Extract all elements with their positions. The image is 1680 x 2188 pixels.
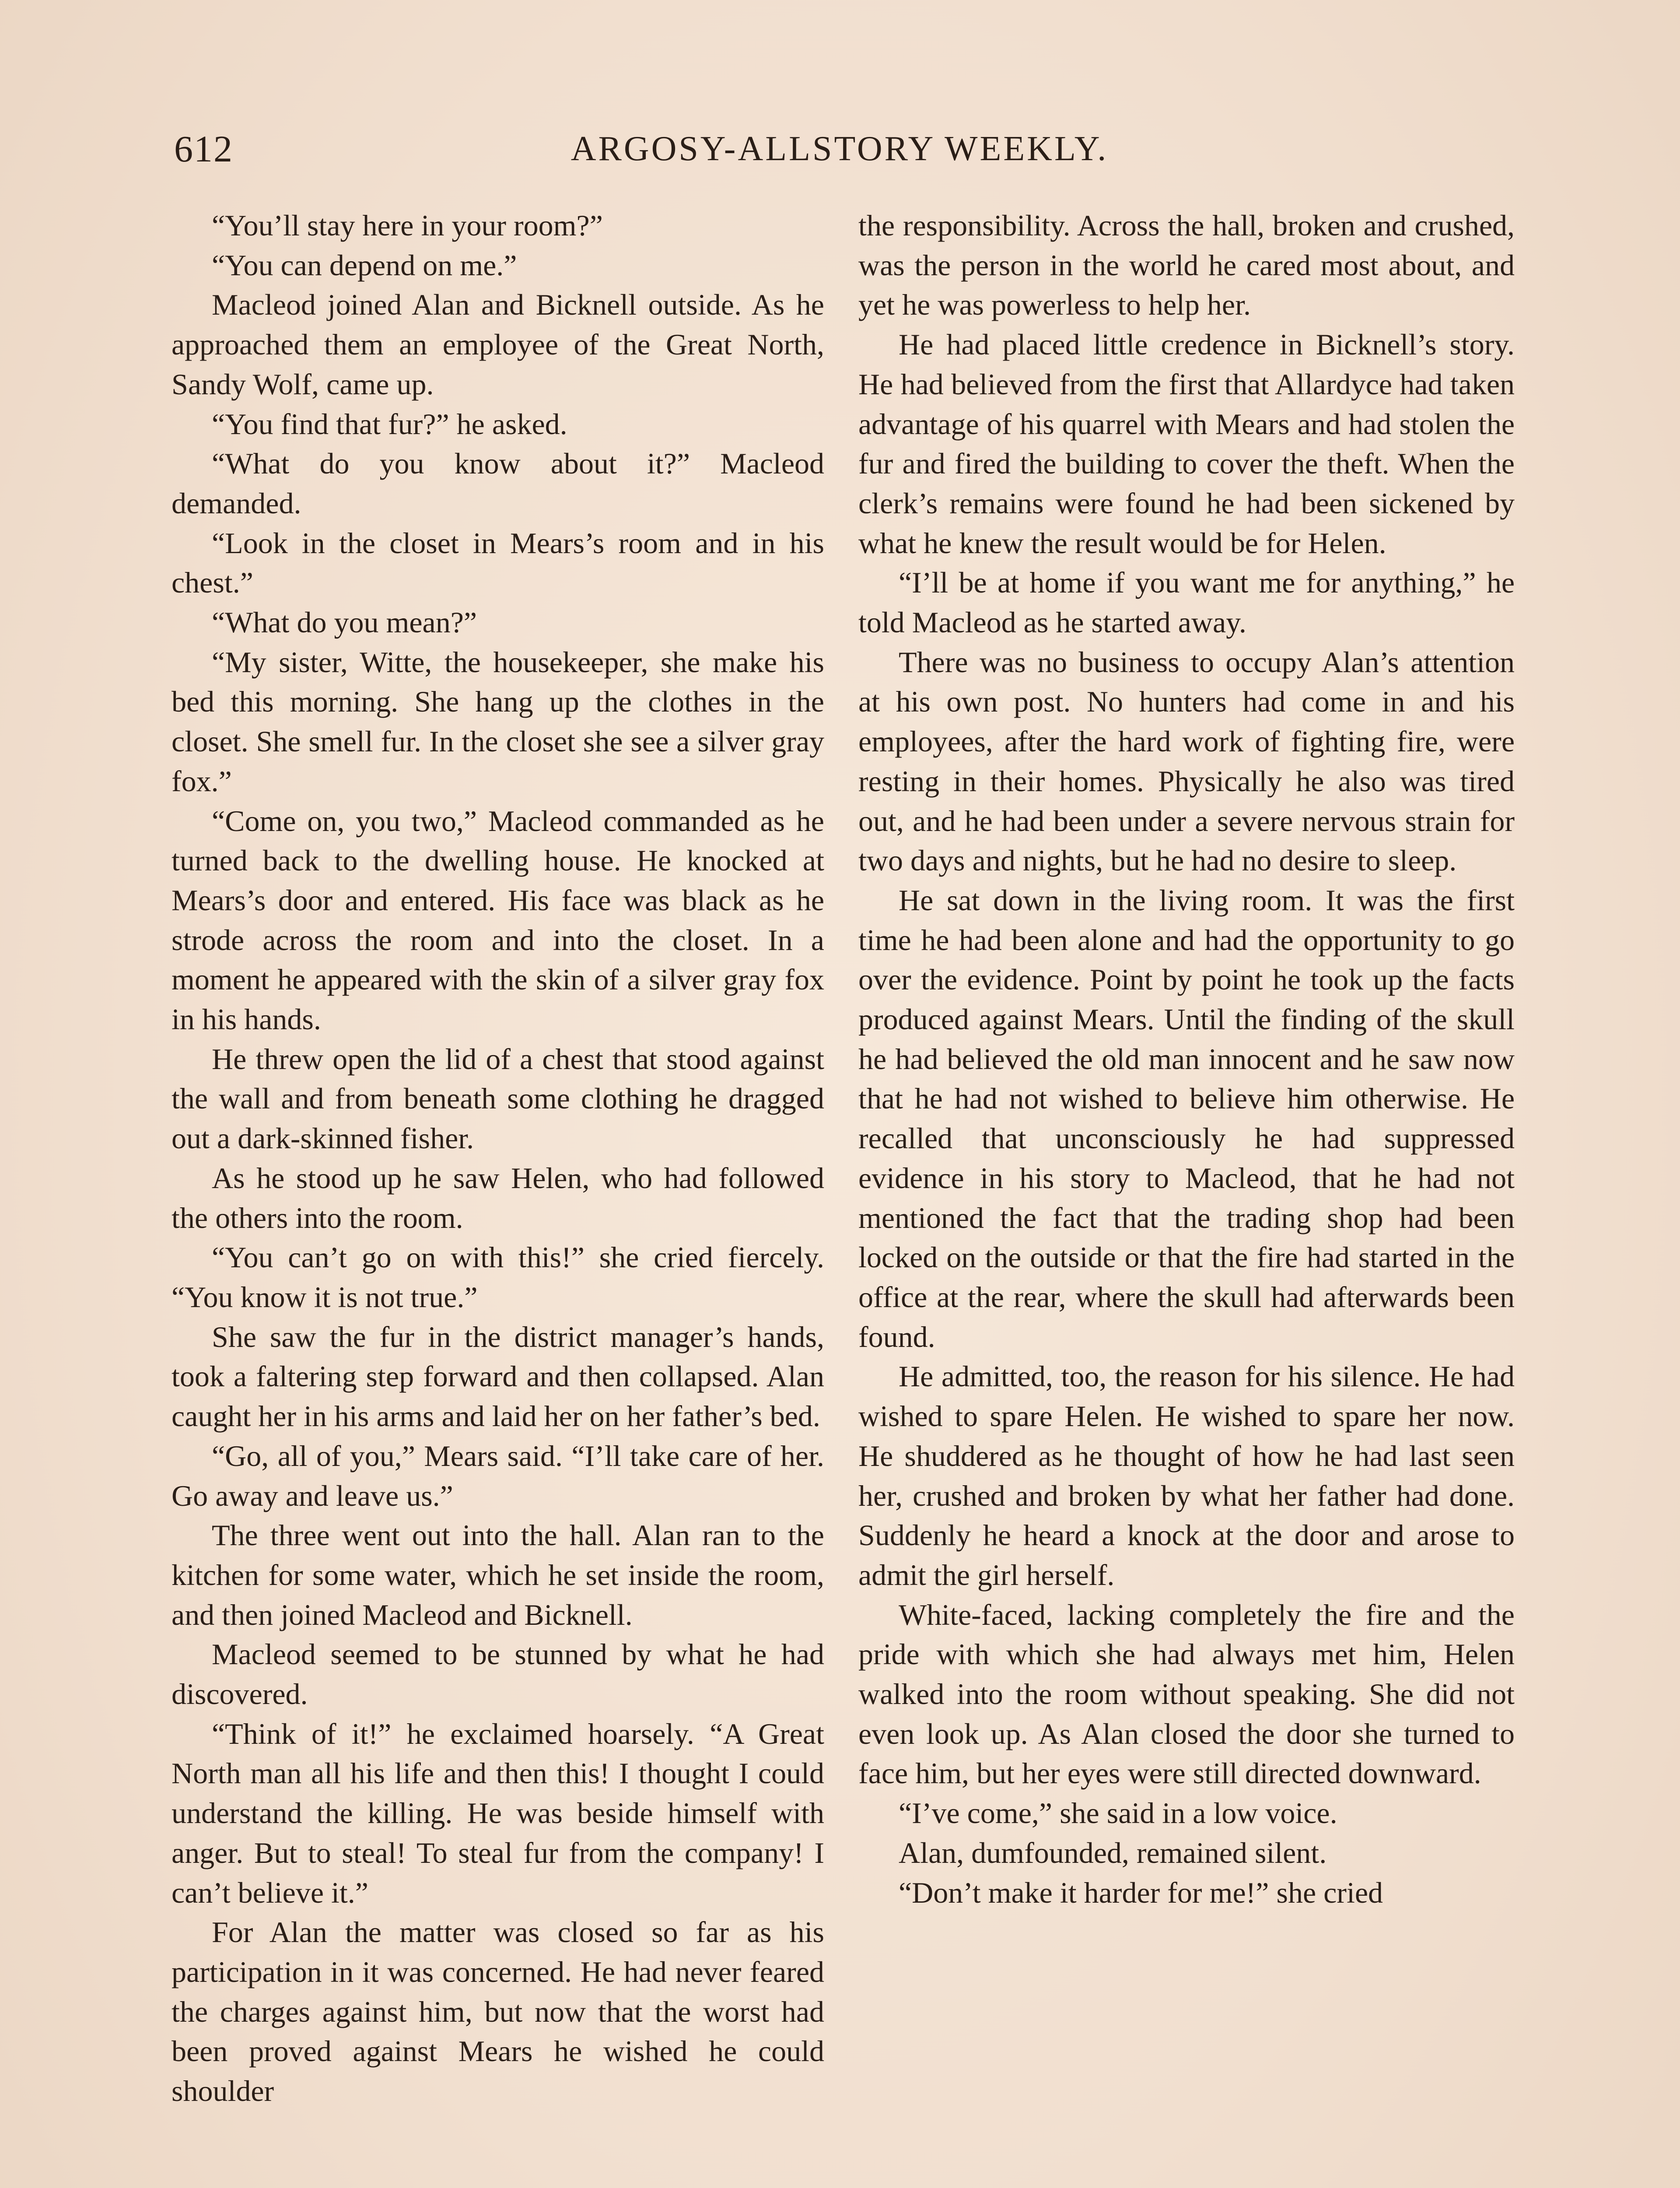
paragraph: He sat down in the living room. It was the first time he had been alone and had the opportunity to go over the evidence. Point by point he took up the facts produced against Mears. Until the finding of the skull he had believed the old man innocent and he saw now that he had not wished to believe him otherwise. He recalled that unconsciously he had suppressed evidence in his story to Macleod, that he had not mentioned the fact that the trading shop had been locked on the outside or that the fire had started in the office at the rear, where the skull had afterwards been found. — [858, 883, 1515, 1353]
paragraph: He had placed little credence in Bicknell’s story. He had believed from the first that Allardyce had taken advantage of his quarrel with Mears and had stolen the fur and fired the building to cover the theft. When the clerk’s remains were found he had been sickened by what he knew the result would be for Helen. — [858, 328, 1515, 560]
paragraph: Macleod seemed to be stunned by what he had discovered. — [172, 1637, 824, 1711]
page-header — [174, 125, 1505, 173]
paragraph: Macleod joined Alan and Bicknell outside. As he approached them an employee of the Great North, Sandy Wolf, came up. — [172, 288, 824, 401]
paragraph: She saw the fur in the district manager’s hands, took a faltering step forward and then collapsed. Alan caught her in his arms and laid her on her father’s bed. — [172, 1320, 824, 1433]
paragraph: He threw open the lid of a chest that stood against the wall and from beneath some clothing he dragged out a dark-skinned fisher. — [172, 1042, 824, 1155]
running-title: ARGOSY-ALLSTORY WEEKLY. — [570, 130, 1109, 168]
paragraph: “I’ll be at home if you want me for anything,” he told Macleod as he started away. — [858, 566, 1515, 639]
paragraph: The three went out into the hall. Alan ran to the kitchen for some water, which he set inside the room, and then joined Macleod and Bicknell. — [172, 1518, 824, 1631]
paragraph: For Alan the matter was closed so far as his participation in it was concerned. He had never feared the charges against him, but now that the worst had been proved against Mears he wished he could shoulder — [172, 1915, 824, 2108]
paragraph: “You’ll stay here in your room?” — [212, 209, 603, 242]
paragraph: “I’ve come,” she said in a low voice. — [899, 1796, 1337, 1830]
paragraph: “What do you mean?” — [212, 606, 477, 639]
paragraph: As he stood up he saw Helen, who had followed the others into the room. — [172, 1161, 824, 1234]
paragraph: “You find that fur?” he asked. — [212, 407, 567, 441]
paragraph: “Come on, you two,” Macleod commanded as he turned back to the dwelling house. He knocked at Mears’s door and entered. His face was black as he strode across the room and into the closet. In a moment he appeared with the skin of a silver gray fox in his hands. — [172, 804, 824, 1036]
paragraph: “Think of it!” he exclaimed hoarsely. “A Great North man all his life and then this! I thought I could understand the killing. He was beside himself with anger. But to steal! To steal fur from the company! I can’t believe it.” — [172, 1717, 824, 1909]
paragraph: “You can depend on me.” — [212, 248, 517, 282]
right-column — [858, 206, 1515, 1912]
paragraph-continued: the responsibility. Across the hall, broken and crushed, was the person in the world he cared most about, and yet he was powerless to help her. — [858, 209, 1515, 322]
paragraph: “You can’t go on with this!” she cried fiercely. “You know it is not true.” — [172, 1241, 824, 1314]
paragraph: He admitted, too, the reason for his silence. He had wished to spare Helen. He wished to spare her now. He shuddered as he thought of how he had last seen her, crushed and broken by what her father had done. Suddenly he heard a knock at the door and arose to admit the girl herself. — [858, 1360, 1515, 1592]
paragraph: “Don’t make it harder for me!” she cried — [899, 1876, 1383, 1909]
paragraph: “My sister, Witte, the housekeeper, she make his bed this morning. She hang up the clothes in the closet. She smell fur. In the closet she see a silver gray fox.” — [172, 645, 824, 798]
paragraph: “Look in the closet in Mears’s room and in his chest.” — [172, 526, 824, 600]
paragraph: There was no business to occupy Alan’s attention at his own post. No hunters had come in and his employees, after the hard work of fighting fire, were resting in their homes. Physically he also was tired out, and he had been under a severe nervous strain for two days and nights, but he had no desire to sleep. — [858, 645, 1515, 877]
paragraph: Alan, dumfounded, remained silent. — [899, 1836, 1327, 1869]
paragraph: “Go, all of you,” Mears said. “I’ll take care of her. Go away and leave us.” — [172, 1439, 824, 1512]
paragraph: White-faced, lacking completely the fire and the pride with which she had always met him, Helen walked into the room without speaking. She did not even look up. As Alan closed the door she turned to face him, but her eyes were still directed downward. — [858, 1598, 1515, 1790]
page-number: 612 — [174, 128, 233, 170]
left-column — [172, 206, 824, 2111]
paragraph: “What do you know about it?” Macleod demanded. — [172, 447, 824, 520]
